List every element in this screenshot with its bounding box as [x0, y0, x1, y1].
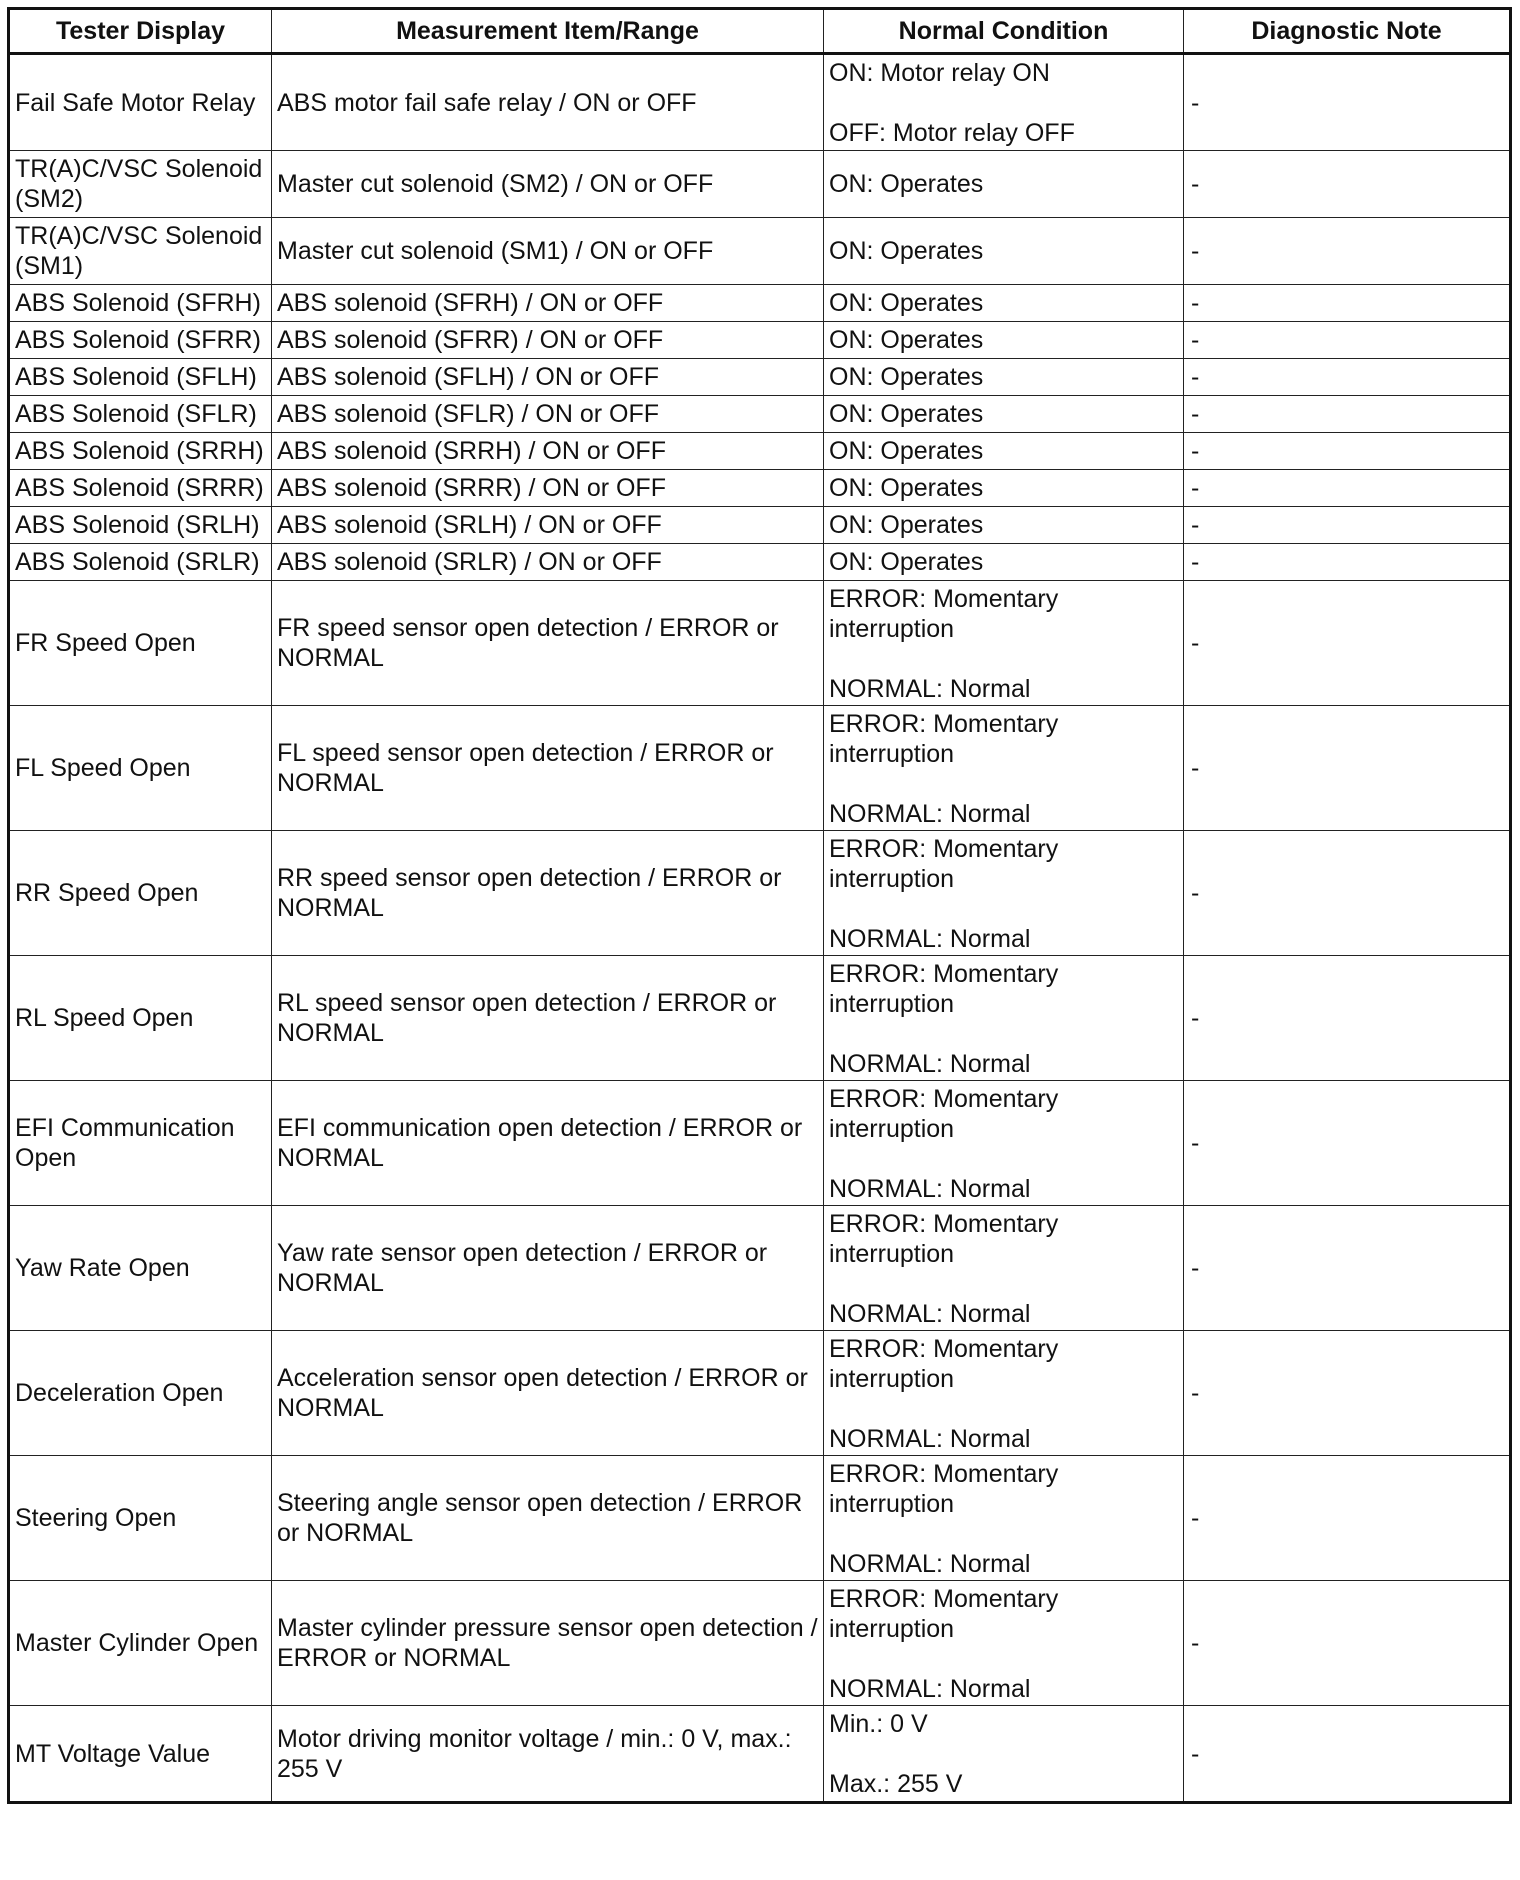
- cell-measurement-item: FR speed sensor open detection / ERROR or NORMAL: [272, 581, 824, 706]
- table-row: [9, 1206, 1511, 1331]
- cell-tester-display: ABS Solenoid (SFRR): [9, 322, 272, 359]
- cell-tester-display: Fail Safe Motor Relay: [9, 54, 272, 151]
- table-row: [9, 396, 1511, 433]
- header-normal-condition: Normal Condition: [824, 9, 1184, 54]
- cell-measurement-item: Master cylinder pressure sensor open detection / ERROR or NORMAL: [272, 1581, 824, 1706]
- cell-tester-display: FR Speed Open: [9, 581, 272, 706]
- header-tester-display: Tester Display: [9, 9, 272, 54]
- table-row: [9, 544, 1511, 581]
- table-header-row: [9, 9, 1511, 54]
- cell-diagnostic-note: -: [1184, 507, 1511, 544]
- cell-tester-display: RR Speed Open: [9, 831, 272, 956]
- cell-normal-condition: ON: Operates: [824, 322, 1184, 359]
- cell-normal-condition: ON: Operates: [824, 151, 1184, 218]
- cell-diagnostic-note: -: [1184, 1581, 1511, 1706]
- cell-measurement-item: EFI communication open detection / ERROR or NORMAL: [272, 1081, 824, 1206]
- table-row: [9, 285, 1511, 322]
- table-row: [9, 1081, 1511, 1206]
- cell-normal-condition: ON: Operates: [824, 218, 1184, 285]
- cell-measurement-item: ABS solenoid (SRRR) / ON or OFF: [272, 470, 824, 507]
- cell-diagnostic-note: -: [1184, 322, 1511, 359]
- cell-tester-display: ABS Solenoid (SRRR): [9, 470, 272, 507]
- cell-measurement-item: ABS solenoid (SRLH) / ON or OFF: [272, 507, 824, 544]
- cell-diagnostic-note: -: [1184, 1331, 1511, 1456]
- table-row: [9, 151, 1511, 218]
- cell-normal-condition: ON: Operates: [824, 433, 1184, 470]
- cell-measurement-item: ABS solenoid (SFRH) / ON or OFF: [272, 285, 824, 322]
- table-row: [9, 322, 1511, 359]
- table-row: [9, 218, 1511, 285]
- table-row: [9, 359, 1511, 396]
- cell-measurement-item: Master cut solenoid (SM1) / ON or OFF: [272, 218, 824, 285]
- cell-tester-display: Yaw Rate Open: [9, 1206, 272, 1331]
- cell-measurement-item: ABS solenoid (SFLR) / ON or OFF: [272, 396, 824, 433]
- cell-diagnostic-note: -: [1184, 1206, 1511, 1331]
- table-row: [9, 706, 1511, 831]
- table-row: [9, 433, 1511, 470]
- cell-tester-display: ABS Solenoid (SRRH): [9, 433, 272, 470]
- table-row: [9, 1456, 1511, 1581]
- cell-tester-display: RL Speed Open: [9, 956, 272, 1081]
- header-measurement-item: Measurement Item/Range: [272, 9, 824, 54]
- cell-normal-condition: ERROR: Momentary interruption NORMAL: Normal: [824, 581, 1184, 706]
- cell-tester-display: ABS Solenoid (SFLR): [9, 396, 272, 433]
- cell-measurement-item: Motor driving monitor voltage / min.: 0 V, max.: 255 V: [272, 1706, 824, 1803]
- table-row: [9, 1706, 1511, 1803]
- cell-normal-condition: ERROR: Momentary interruption NORMAL: Normal: [824, 956, 1184, 1081]
- table-row: [9, 1581, 1511, 1706]
- cell-normal-condition: ON: Operates: [824, 359, 1184, 396]
- cell-normal-condition: ON: Operates: [824, 285, 1184, 322]
- table-row: [9, 956, 1511, 1081]
- cell-diagnostic-note: -: [1184, 433, 1511, 470]
- cell-diagnostic-note: -: [1184, 54, 1511, 151]
- table-row: [9, 831, 1511, 956]
- cell-tester-display: EFI Communication Open: [9, 1081, 272, 1206]
- cell-normal-condition: Min.: 0 V Max.: 255 V: [824, 1706, 1184, 1803]
- cell-diagnostic-note: -: [1184, 285, 1511, 322]
- cell-normal-condition: ERROR: Momentary interruption NORMAL: Normal: [824, 1456, 1184, 1581]
- cell-normal-condition: ERROR: Momentary interruption NORMAL: Normal: [824, 1581, 1184, 1706]
- cell-measurement-item: Yaw rate sensor open detection / ERROR or NORMAL: [272, 1206, 824, 1331]
- cell-diagnostic-note: -: [1184, 151, 1511, 218]
- cell-diagnostic-note: -: [1184, 581, 1511, 706]
- table-row: [9, 470, 1511, 507]
- cell-tester-display: TR(A)C/VSC Solenoid (SM2): [9, 151, 272, 218]
- cell-measurement-item: ABS solenoid (SRRH) / ON or OFF: [272, 433, 824, 470]
- cell-normal-condition: ERROR: Momentary interruption NORMAL: Normal: [824, 706, 1184, 831]
- cell-tester-display: Master Cylinder Open: [9, 1581, 272, 1706]
- cell-tester-display: Deceleration Open: [9, 1331, 272, 1456]
- cell-diagnostic-note: -: [1184, 1456, 1511, 1581]
- cell-diagnostic-note: -: [1184, 396, 1511, 433]
- cell-measurement-item: Steering angle sensor open detection / ERROR or NORMAL: [272, 1456, 824, 1581]
- cell-diagnostic-note: -: [1184, 1706, 1511, 1803]
- cell-diagnostic-note: -: [1184, 831, 1511, 956]
- cell-normal-condition: ERROR: Momentary interruption NORMAL: Normal: [824, 831, 1184, 956]
- cell-diagnostic-note: -: [1184, 1081, 1511, 1206]
- diagnostic-table-container: [7, 7, 1512, 1804]
- cell-normal-condition: ERROR: Momentary interruption NORMAL: Normal: [824, 1206, 1184, 1331]
- cell-tester-display: ABS Solenoid (SFLH): [9, 359, 272, 396]
- cell-tester-display: Steering Open: [9, 1456, 272, 1581]
- data-list-table: [7, 7, 1512, 1804]
- cell-measurement-item: Master cut solenoid (SM2) / ON or OFF: [272, 151, 824, 218]
- cell-measurement-item: RR speed sensor open detection / ERROR or NORMAL: [272, 831, 824, 956]
- cell-normal-condition: ON: Operates: [824, 544, 1184, 581]
- cell-diagnostic-note: -: [1184, 544, 1511, 581]
- cell-measurement-item: RL speed sensor open detection / ERROR or NORMAL: [272, 956, 824, 1081]
- cell-tester-display: ABS Solenoid (SFRH): [9, 285, 272, 322]
- table-row: [9, 581, 1511, 706]
- cell-normal-condition: ON: Operates: [824, 507, 1184, 544]
- cell-diagnostic-note: -: [1184, 218, 1511, 285]
- cell-tester-display: FL Speed Open: [9, 706, 272, 831]
- cell-measurement-item: Acceleration sensor open detection / ERROR or NORMAL: [272, 1331, 824, 1456]
- cell-normal-condition: ON: Operates: [824, 396, 1184, 433]
- cell-normal-condition: ERROR: Momentary interruption NORMAL: Normal: [824, 1331, 1184, 1456]
- cell-normal-condition: ON: Motor relay ON OFF: Motor relay OFF: [824, 54, 1184, 151]
- cell-tester-display: ABS Solenoid (SRLH): [9, 507, 272, 544]
- table-row: [9, 54, 1511, 151]
- table-row: [9, 507, 1511, 544]
- cell-tester-display: TR(A)C/VSC Solenoid (SM1): [9, 218, 272, 285]
- cell-measurement-item: ABS solenoid (SRLR) / ON or OFF: [272, 544, 824, 581]
- cell-normal-condition: ERROR: Momentary interruption NORMAL: Normal: [824, 1081, 1184, 1206]
- cell-diagnostic-note: -: [1184, 470, 1511, 507]
- cell-measurement-item: ABS solenoid (SFRR) / ON or OFF: [272, 322, 824, 359]
- cell-measurement-item: ABS motor fail safe relay / ON or OFF: [272, 54, 824, 151]
- header-diagnostic-note: Diagnostic Note: [1184, 9, 1511, 54]
- cell-measurement-item: ABS solenoid (SFLH) / ON or OFF: [272, 359, 824, 396]
- cell-tester-display: MT Voltage Value: [9, 1706, 272, 1803]
- cell-diagnostic-note: -: [1184, 706, 1511, 831]
- cell-tester-display: ABS Solenoid (SRLR): [9, 544, 272, 581]
- cell-diagnostic-note: -: [1184, 359, 1511, 396]
- cell-diagnostic-note: -: [1184, 956, 1511, 1081]
- cell-normal-condition: ON: Operates: [824, 470, 1184, 507]
- table-row: [9, 1331, 1511, 1456]
- cell-measurement-item: FL speed sensor open detection / ERROR or NORMAL: [272, 706, 824, 831]
